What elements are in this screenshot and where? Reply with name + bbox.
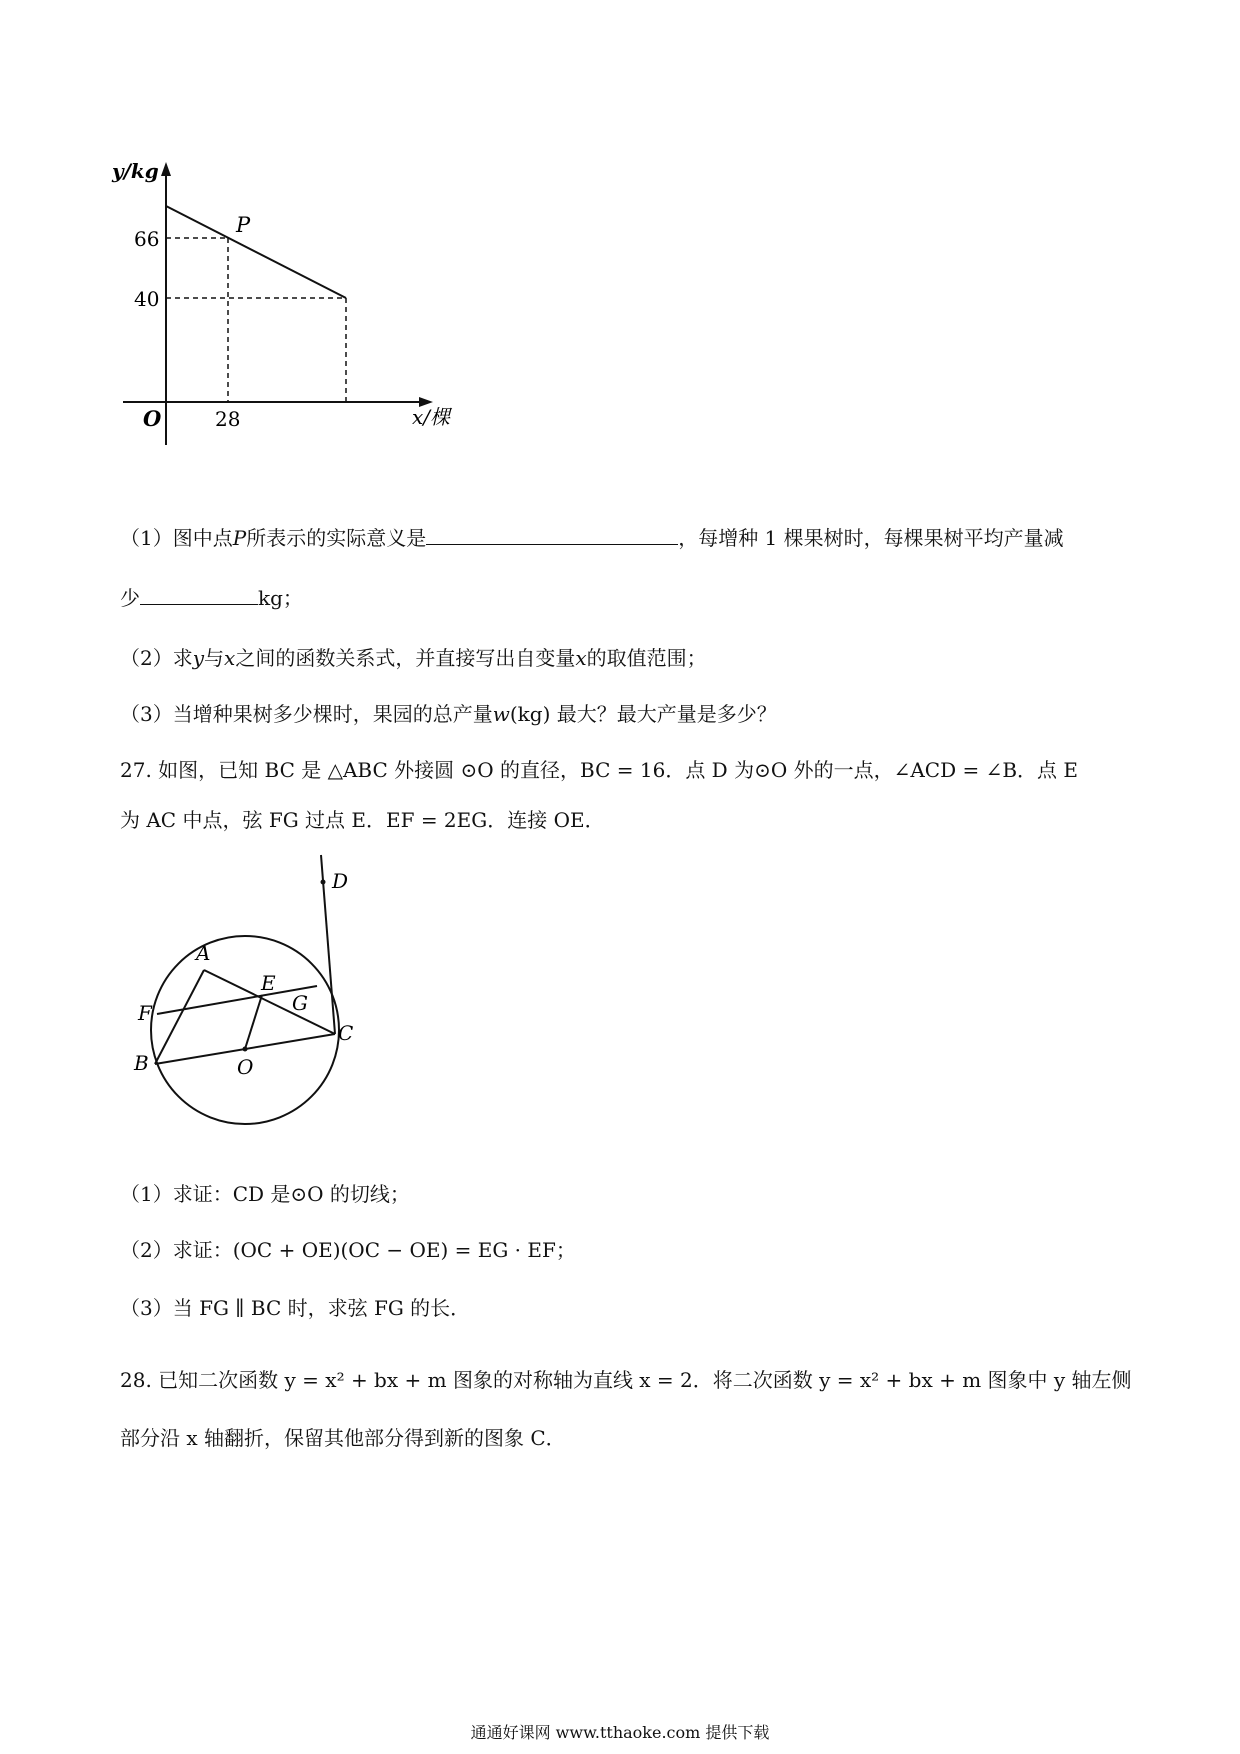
y-axis-arrow — [161, 162, 171, 176]
label-c: C — [338, 1021, 354, 1045]
point-p-label: P — [236, 213, 251, 237]
q27-sub2: （2）求证：(OC + OE)(OC − OE) = EG · EF； — [120, 1238, 576, 1262]
segment-oe — [245, 995, 262, 1049]
answer-blank-meaning[interactable] — [426, 526, 678, 545]
x-tick-28: 28 — [215, 407, 241, 431]
q26-part1-line2: 少 kg； — [120, 586, 303, 610]
point-o — [243, 1047, 248, 1052]
answer-blank-decrease[interactable] — [140, 586, 258, 605]
label-a: A — [196, 941, 211, 965]
y-tick-40: 40 — [134, 287, 160, 311]
circle-figure — [110, 850, 370, 1160]
q28-line1: 28. 已知二次函数 y = x² + bx + m 图象的对称轴为直线 x = 2．将二次函数 y = x² + bx + m 图象中 y 轴左侧 — [120, 1368, 1132, 1392]
y-axis-label: y/kg — [112, 159, 159, 183]
label-b: B — [134, 1051, 149, 1075]
q27-line2: 为 AC 中点，弦 FG 过点 E．EF = 2EG．连接 OE． — [120, 808, 605, 832]
x-axis-label: x/棵 — [412, 405, 451, 429]
function-line — [166, 206, 346, 298]
label-g: G — [292, 991, 308, 1015]
origin-label: O — [143, 406, 162, 431]
q26-part3: （3）当增种果树多少棵时，果园的总产量w(kg) 最大？最大产量是多少？ — [120, 702, 777, 726]
q27-sub1: （1）求证：CD 是⊙O 的切线； — [120, 1182, 410, 1206]
label-o: O — [237, 1055, 254, 1079]
y-tick-66: 66 — [134, 227, 160, 251]
label-e: E — [261, 971, 276, 995]
q27-line1: 27. 如图，已知 BC 是 △ABC 外接圆 ⊙O 的直径，BC = 16．点 D 为⊙O 外的一点，∠ACD = ∠B．点 E — [120, 758, 1079, 782]
q26-part1-line1: （1）图中点P所表示的实际意义是 ，每增种 1 棵果树时，每棵果树平均产量减 — [120, 526, 1064, 550]
point-d — [321, 880, 326, 885]
yield-graph — [100, 150, 451, 440]
q26-part2: （2）求y与x之间的函数关系式，并直接写出自变量x的取值范围； — [120, 646, 707, 670]
q27-sub3: （3）当 FG ∥ BC 时，求弦 FG 的长． — [120, 1296, 471, 1320]
label-f: F — [138, 1001, 152, 1025]
q28-line2: 部分沿 x 轴翻折，保留其他部分得到新的图象 C． — [120, 1426, 566, 1450]
page-footer: 通通好课网 www.tthaoke.com 提供下载 — [470, 1723, 770, 1742]
label-d: D — [332, 869, 349, 893]
circle-o — [151, 936, 339, 1124]
